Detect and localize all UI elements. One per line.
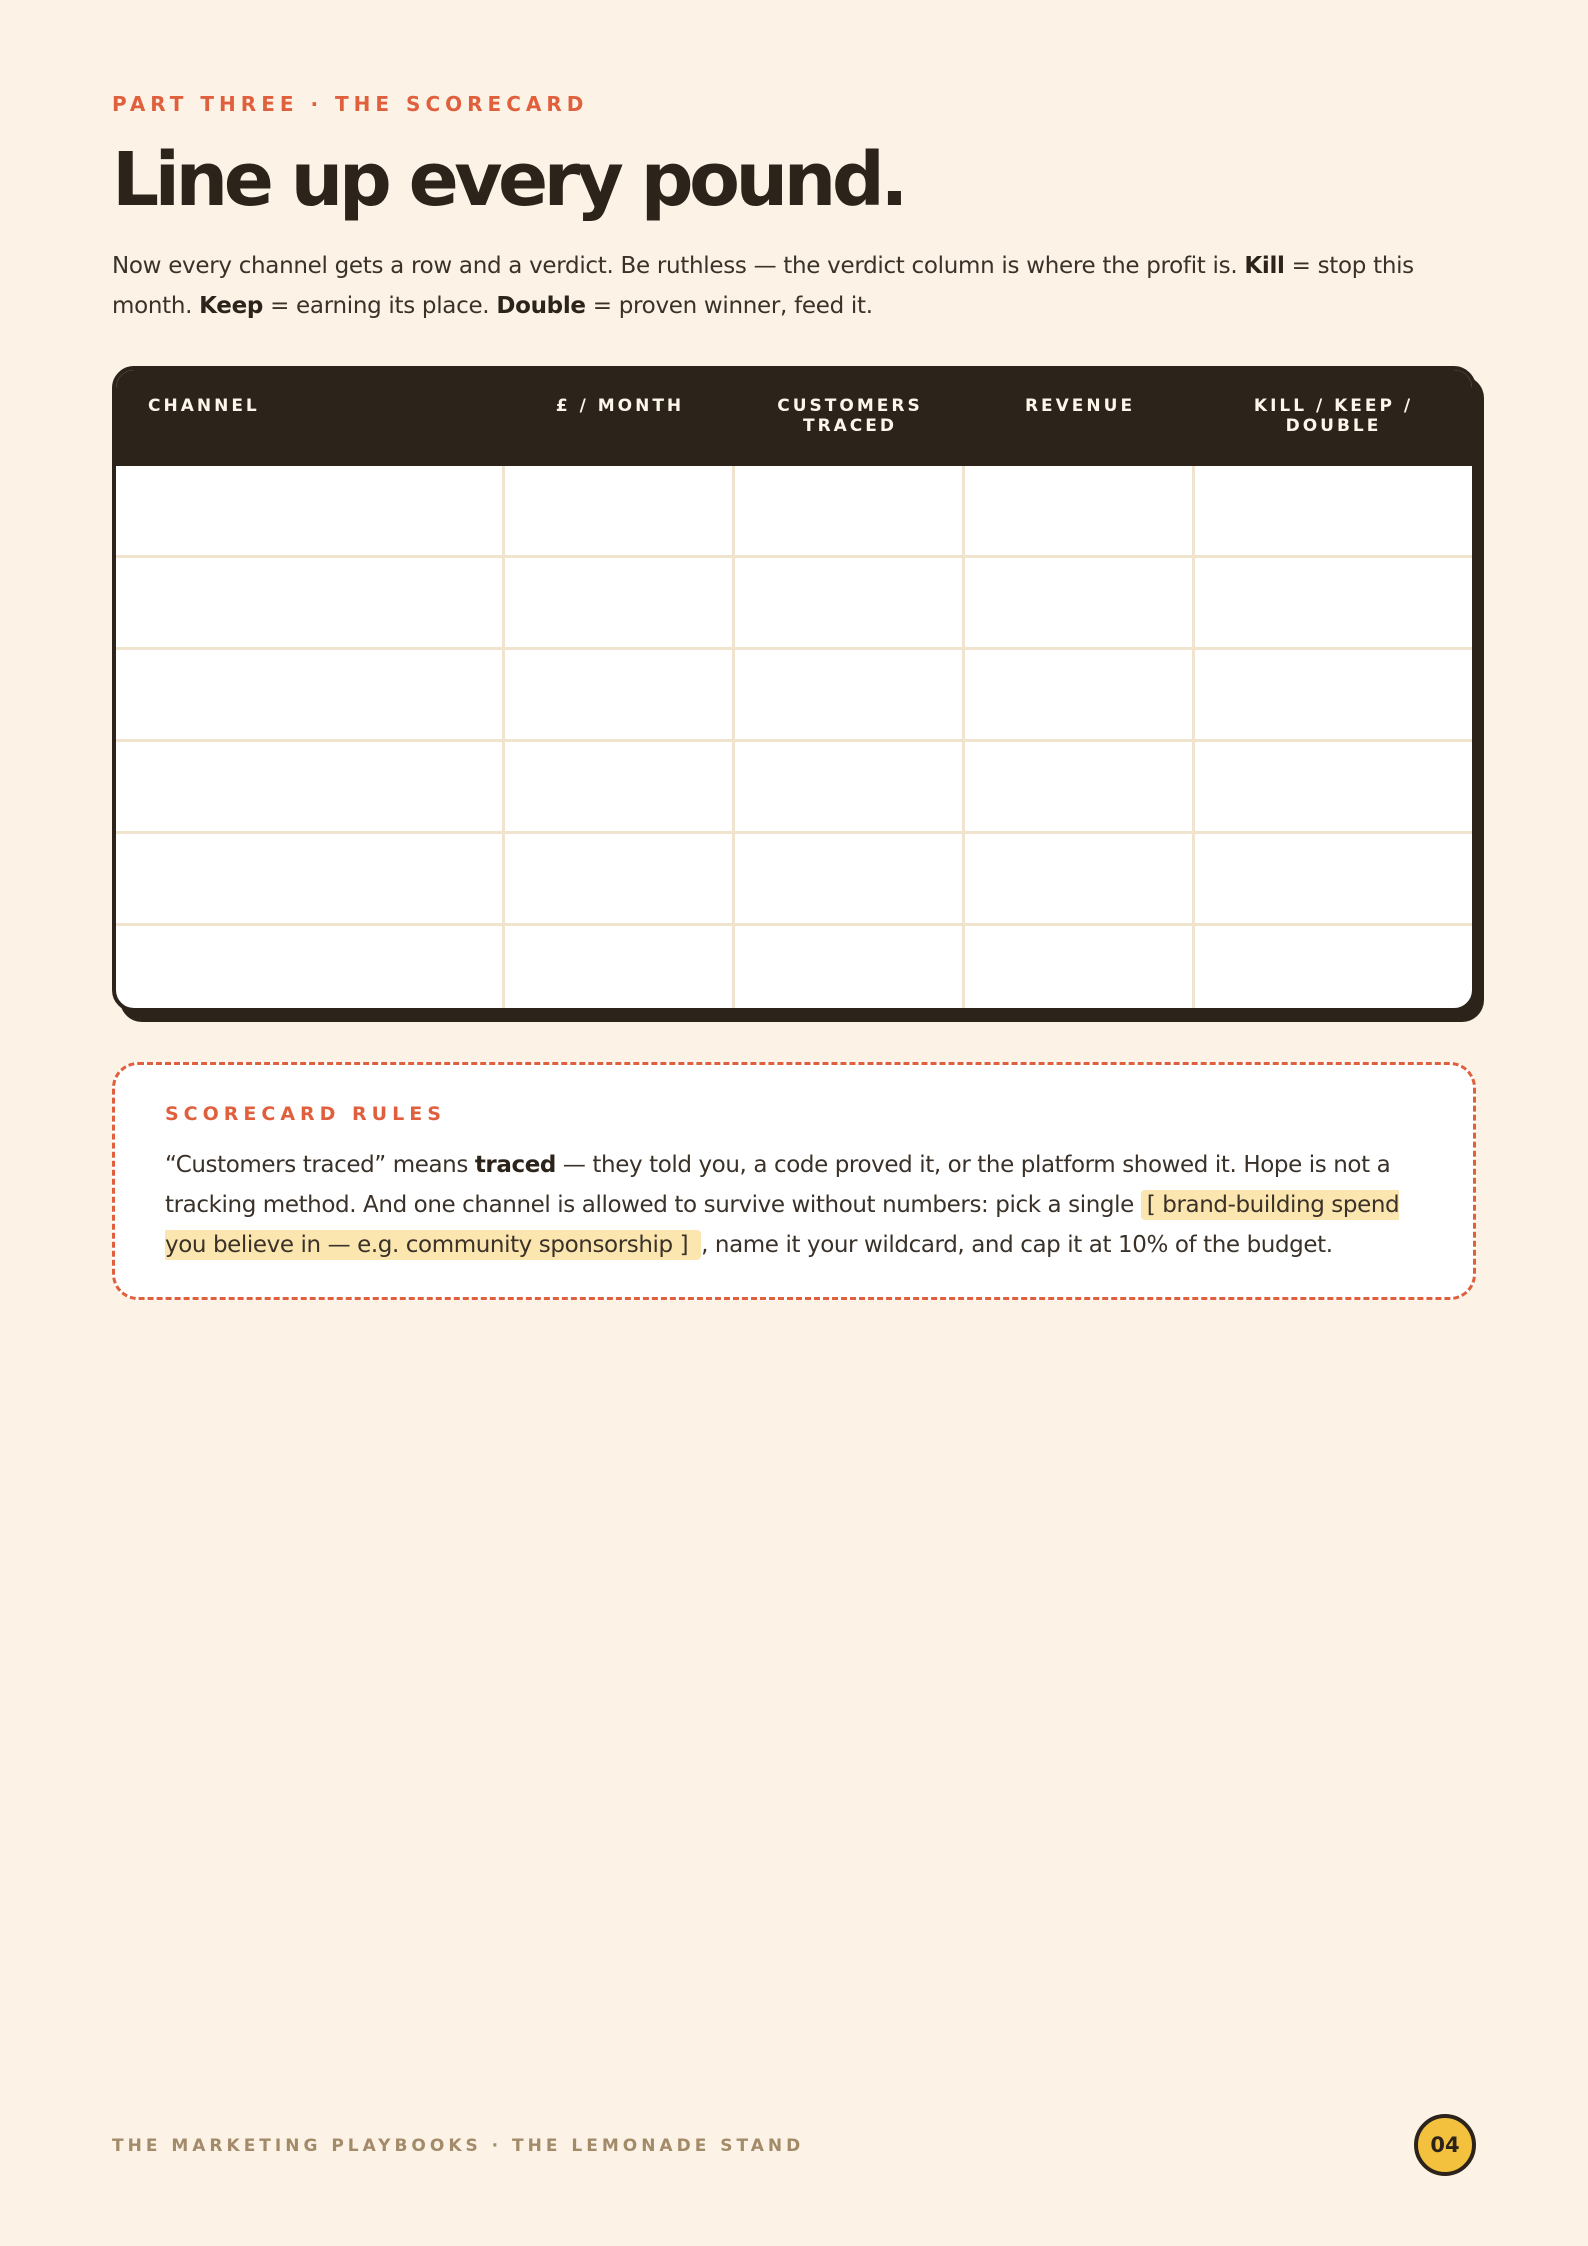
intro-text: = proven winner, feed it.: [585, 293, 873, 319]
table-cell[interactable]: [1195, 742, 1472, 834]
table-header: [116, 370, 1472, 466]
rules-text: , name it your wildcard, and cap it at 10% of the budget.: [701, 1232, 1333, 1258]
table-cell[interactable]: [1195, 466, 1472, 558]
table-cell[interactable]: [505, 834, 735, 926]
page-number-badge: 04: [1414, 2114, 1476, 2176]
scorecard-table: [112, 366, 1476, 1012]
table-cell[interactable]: [965, 834, 1195, 926]
table-cell[interactable]: [116, 926, 505, 1012]
rules-text: — they told you, a code proved it, or the platform showed it. Hope is not a tracking method. And one channel is allowed to survive without numbers: pick a single: [165, 1152, 1391, 1218]
intro-text: = stop this month.: [112, 253, 1414, 319]
header-revenue: REVENUE: [1024, 396, 1136, 416]
table-cell[interactable]: [505, 650, 735, 742]
table-cell[interactable]: [735, 742, 965, 834]
table-cell[interactable]: [965, 742, 1195, 834]
table-cell[interactable]: [505, 558, 735, 650]
intro-double: Double: [496, 293, 586, 319]
scorecard-rules-box: [112, 1062, 1476, 1300]
table-cell[interactable]: [505, 742, 735, 834]
rules-body: [165, 1145, 1423, 1265]
footer-label: THE MARKETING PLAYBOOKS · THE LEMONADE STAND: [112, 2136, 805, 2156]
intro-kill: Kill: [1244, 253, 1285, 279]
table-cell[interactable]: [116, 466, 505, 558]
section-eyebrow: PART THREE · THE SCORECARD: [112, 92, 589, 116]
intro-text: = earning its place.: [263, 293, 497, 319]
table-cell[interactable]: [965, 650, 1195, 742]
intro-text: Now every channel gets a row and a verdict. Be ruthless — the verdict column is where the profit is.: [112, 253, 1245, 279]
page: [112, 0, 1476, 2246]
rules-traced: traced: [474, 1152, 556, 1178]
table-cell[interactable]: [1195, 926, 1472, 1012]
header-customers-traced: CUSTOMERS TRACED: [777, 396, 923, 436]
header-channel: CHANNEL: [148, 396, 260, 416]
page-title: Line up every pound.: [112, 137, 904, 223]
table-cell[interactable]: [735, 558, 965, 650]
intro-keep: Keep: [199, 293, 264, 319]
table-cell[interactable]: [1195, 650, 1472, 742]
table-cell[interactable]: [116, 834, 505, 926]
table-cell[interactable]: [965, 558, 1195, 650]
rules-text: “Customers traced” means: [165, 1152, 475, 1178]
table-cell[interactable]: [735, 650, 965, 742]
table-cell[interactable]: [735, 466, 965, 558]
table-cell[interactable]: [1195, 558, 1472, 650]
table-cell[interactable]: [735, 926, 965, 1012]
table-cell[interactable]: [116, 558, 505, 650]
table-cell[interactable]: [735, 834, 965, 926]
header-verdict: KILL / KEEP / DOUBLE: [1253, 396, 1414, 436]
table-body: [116, 466, 1472, 926]
table-cell[interactable]: [116, 742, 505, 834]
rules-heading: SCORECARD RULES: [165, 1103, 446, 1125]
table-cell[interactable]: [505, 926, 735, 1012]
table-cell[interactable]: [1195, 834, 1472, 926]
table-cell[interactable]: [965, 926, 1195, 1012]
rules-placeholder-highlight[interactable]: [ brand-building spend you believe in — e.g. community sponsorship ]: [165, 1192, 1400, 1258]
table-cell[interactable]: [505, 466, 735, 558]
table-row-last: [116, 926, 1472, 1012]
table-cell[interactable]: [116, 650, 505, 742]
intro-paragraph: [112, 246, 1476, 326]
header-per-month: £ / MONTH: [555, 396, 685, 416]
table-cell[interactable]: [965, 466, 1195, 558]
